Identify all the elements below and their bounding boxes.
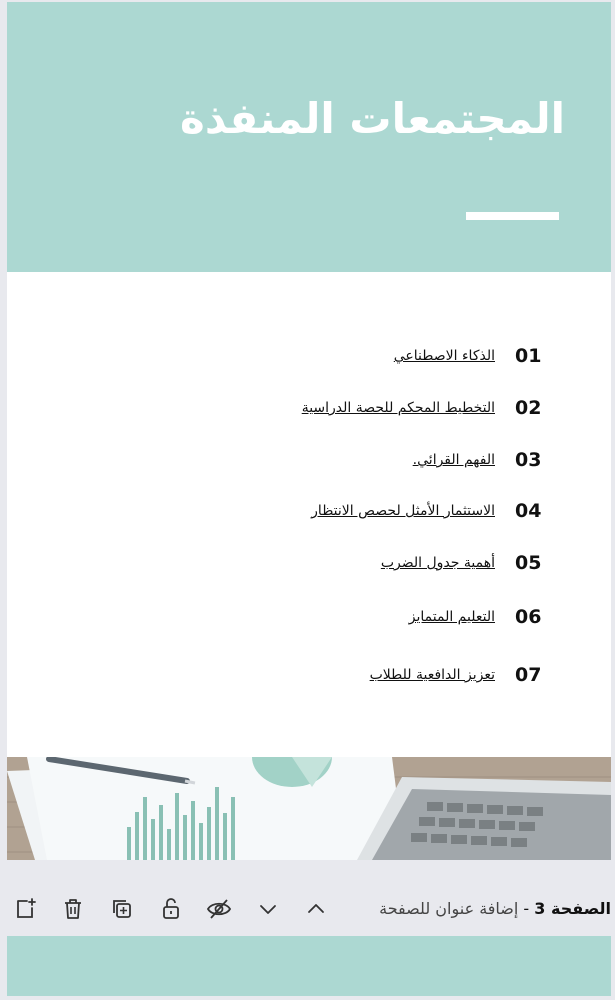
toc-item xyxy=(7,548,611,578)
toc-item xyxy=(7,393,611,423)
title-underline-bar xyxy=(466,212,559,220)
toc-item xyxy=(7,341,611,371)
slide-header xyxy=(7,2,611,272)
lock-icon[interactable] xyxy=(158,896,184,922)
toc-item xyxy=(7,496,611,526)
toc-link[interactable]: الذكاء الاصطناعي xyxy=(393,348,495,364)
chevron-up-icon[interactable] xyxy=(303,896,329,922)
page-label-group xyxy=(379,899,611,918)
toc-link[interactable]: الفهم القرائي. xyxy=(412,452,495,468)
toc-item xyxy=(7,602,611,632)
toc-number: 06 xyxy=(515,606,542,628)
duplicate-icon[interactable] xyxy=(109,896,135,922)
toc-item xyxy=(7,660,611,690)
toc-number: 01 xyxy=(515,345,542,367)
toc-number: 05 xyxy=(515,552,542,574)
add-page-icon[interactable] xyxy=(12,896,38,922)
office-desk-photo xyxy=(7,757,611,860)
toc-number: 02 xyxy=(515,397,542,419)
next-slide-preview[interactable] xyxy=(7,936,611,996)
page-label-separator: - xyxy=(518,899,535,918)
slide-page[interactable] xyxy=(7,2,611,860)
page-number-label: الصفحة 3 xyxy=(534,899,611,918)
slide-title: المجتمعات المنفذة xyxy=(180,94,565,143)
add-page-title-link[interactable]: إضافة عنوان للصفحة xyxy=(379,899,519,918)
toc-number: 07 xyxy=(515,664,542,686)
toc-link[interactable]: تعزيز الدافعية للطلاب xyxy=(369,667,495,683)
toc-number: 03 xyxy=(515,449,542,471)
trash-icon[interactable] xyxy=(60,896,86,922)
table-of-contents xyxy=(7,272,611,757)
eye-slash-icon[interactable] xyxy=(206,896,232,922)
toc-link[interactable]: الاستثمار الأمثل لحصص الانتظار xyxy=(311,503,495,519)
toc-number: 04 xyxy=(515,500,542,522)
toc-link[interactable]: أهمية جدول الضرب xyxy=(380,555,495,571)
toc-link[interactable]: التعليم المتمايز xyxy=(408,609,495,625)
chevron-down-icon[interactable] xyxy=(255,896,281,922)
page-toolbar xyxy=(0,884,615,936)
toc-item xyxy=(7,445,611,475)
toc-link[interactable]: التخطيط المحكم للحصة الدراسية xyxy=(301,400,495,416)
photo-illustration xyxy=(7,757,611,860)
